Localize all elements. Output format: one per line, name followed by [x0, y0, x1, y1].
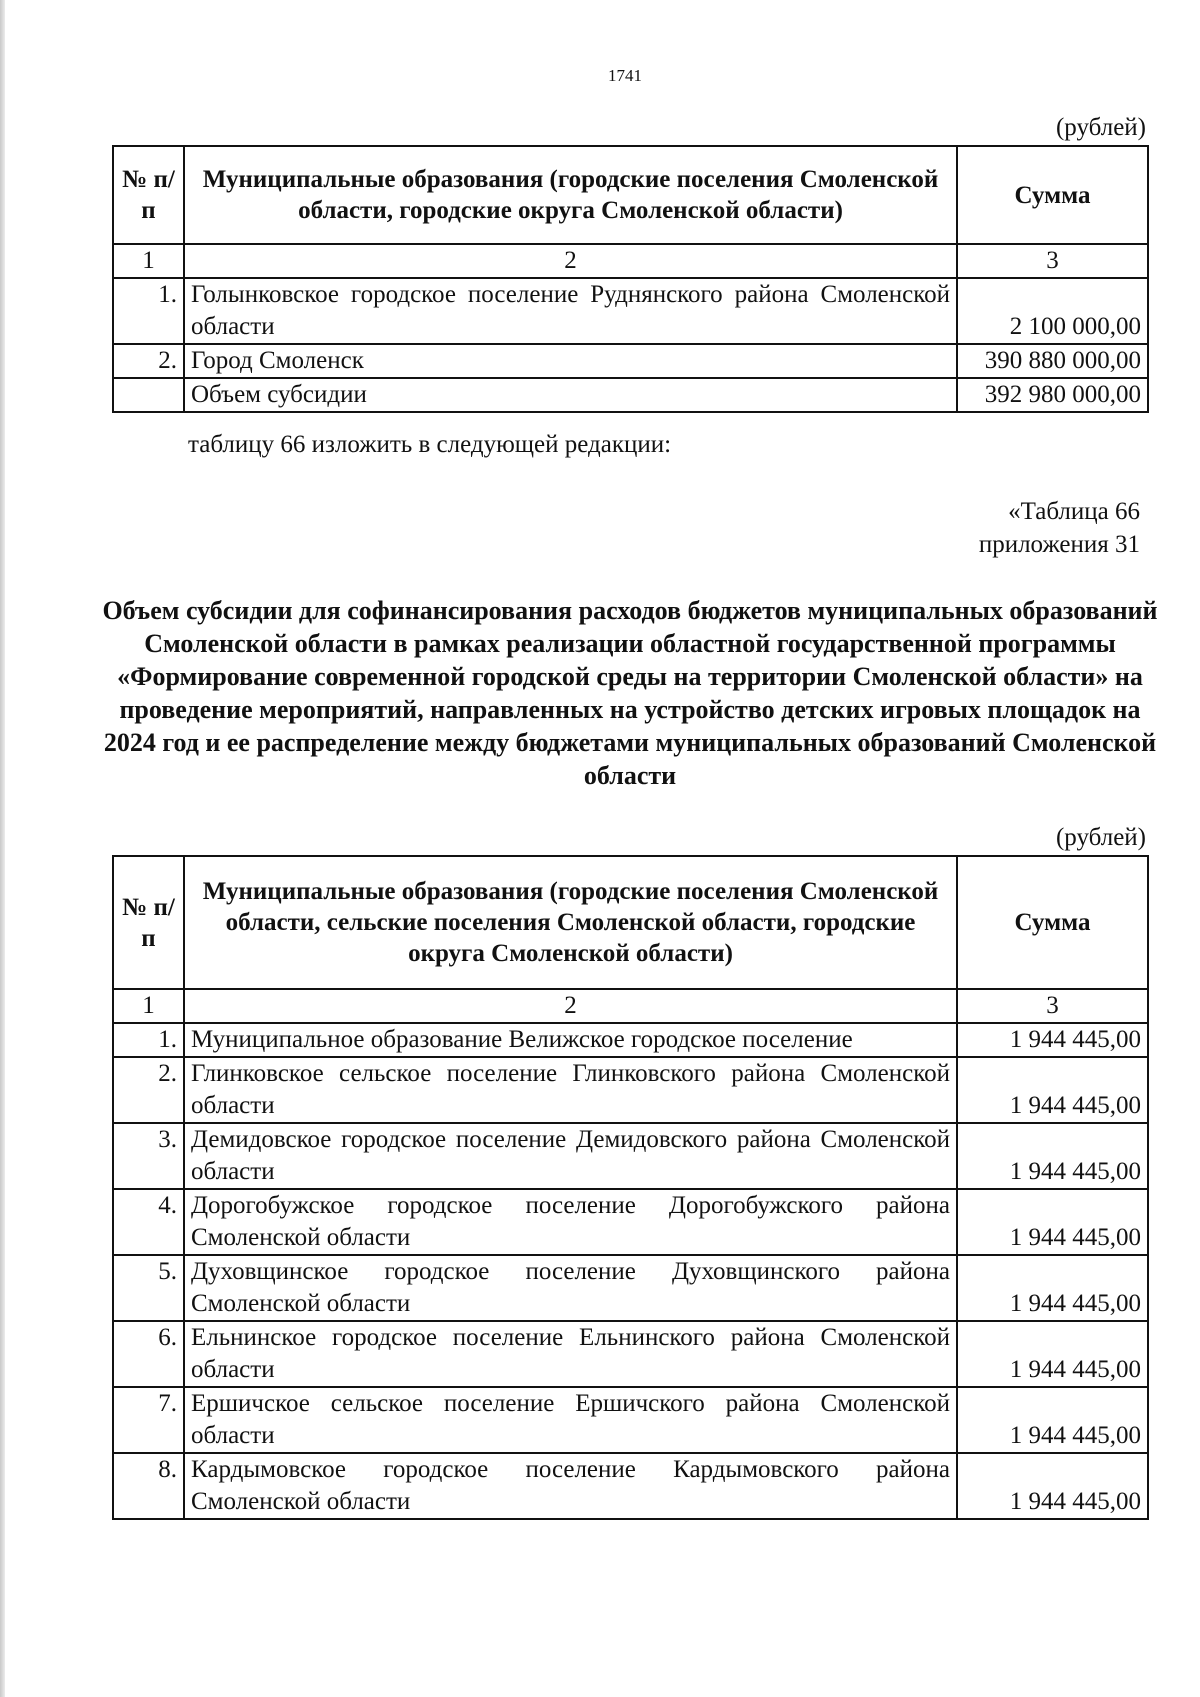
caption-line-2: приложения 31 [978, 531, 1140, 558]
row-amount: 1 944 445,00 [957, 1255, 1148, 1321]
row-name: Муниципальное образование Велижское городское поселение [184, 1023, 957, 1057]
document-heading: Объем субсидии для софинансирования расходов бюджетов муниципальных образований Смоленской области в рамках реализации областной государственной программы «Формирование современной городской среды на территории Смоленской области» на проведение мероприятий, направленных на устройство детских игровых площадок на 2024 год и ее распределение между бюджетами муниципальных образований Смоленской области [102, 596, 1158, 790]
row-amount: 1 944 445,00 [957, 1057, 1148, 1123]
table-row [113, 1255, 1148, 1321]
total-amount: 392 980 000,00 [957, 378, 1148, 412]
row-name: Дорогобужское городское поселение Дорогобужского района Смоленской области [184, 1189, 957, 1255]
row-amount: 1 944 445,00 [957, 1321, 1148, 1387]
table1-header-amount: Сумма [957, 146, 1148, 244]
table1-index-cell: 2 [184, 244, 957, 278]
table-row [113, 1453, 1148, 1519]
row-number: 4. [113, 1189, 184, 1255]
table2-index-cell: 3 [957, 989, 1148, 1023]
table-row [113, 1123, 1148, 1189]
row-name: Глинковское сельское поселение Глинковского района Смоленской области [184, 1057, 957, 1123]
table2-index-row [113, 989, 1148, 1023]
row-number: 6. [113, 1321, 184, 1387]
row-number: 3. [113, 1123, 184, 1189]
table-row [113, 1023, 1148, 1057]
row-number: 1. [113, 278, 184, 344]
table2-units: (рублей) [1055, 824, 1146, 851]
table2-index-cell: 1 [113, 989, 184, 1023]
table-row [113, 1189, 1148, 1255]
row-number: 8. [113, 1453, 184, 1519]
row-name: Ельнинское городское поселение Ельнинского района Смоленской области [184, 1321, 957, 1387]
table-caption [979, 495, 1140, 561]
row-number: 1. [113, 1023, 184, 1057]
table-row [113, 278, 1148, 344]
table1-header-num: № п/п [113, 146, 184, 244]
table-row [113, 344, 1148, 378]
row-amount: 390 880 000,00 [957, 344, 1148, 378]
table1-total-row [113, 378, 1148, 412]
table2-index-cell: 2 [184, 989, 957, 1023]
row-name: Город Смоленск [184, 344, 957, 378]
intro-text: таблицу 66 изложить в следующей редакции: [188, 431, 672, 458]
scan-edge [0, 0, 5, 1697]
table-row [113, 1387, 1148, 1453]
row-name: Голынковское городское поселение Руднянского района Смоленской области [184, 278, 957, 344]
row-amount: 1 944 445,00 [957, 1123, 1148, 1189]
table1-index-cell: 1 [113, 244, 184, 278]
table1-header-name: Муниципальные образования (городские поселения Смоленской области, городские округа Смоленской области) [184, 146, 957, 244]
row-name: Духовщинское городское поселение Духовщинского района Смоленской области [184, 1255, 957, 1321]
row-number: 2. [113, 1057, 184, 1123]
table1-header-row [113, 146, 1148, 244]
table1 [112, 145, 1149, 413]
table2-header-num: № п/п [113, 856, 184, 989]
table1-index-cell: 3 [957, 244, 1148, 278]
row-amount: 1 944 445,00 [957, 1387, 1148, 1453]
row-number: 5. [113, 1255, 184, 1321]
row-amount: 1 944 445,00 [957, 1189, 1148, 1255]
table2 [112, 855, 1149, 1520]
row-name: Кардымовское городское поселение Кардымовского района Смоленской области [184, 1453, 957, 1519]
table2-header-amount: Сумма [957, 856, 1148, 989]
row-name: Демидовское городское поселение Демидовского района Смоленской области [184, 1123, 957, 1189]
table1-units: (рублей) [1055, 114, 1146, 141]
caption-line-1: «Таблица 66 [1008, 498, 1140, 525]
row-number: 2. [113, 344, 184, 378]
page-number: 1741 [608, 66, 642, 85]
total-label: Объем субсидии [184, 378, 957, 412]
row-amount: 1 944 445,00 [957, 1453, 1148, 1519]
table-row [113, 1321, 1148, 1387]
row-amount: 2 100 000,00 [957, 278, 1148, 344]
row-number: 7. [113, 1387, 184, 1453]
table2-header-row [113, 856, 1148, 989]
row-amount: 1 944 445,00 [957, 1023, 1148, 1057]
row-name: Ершичское сельское поселение Ершичского района Смоленской области [184, 1387, 957, 1453]
row-number-empty [113, 378, 184, 412]
table2-header-name: Муниципальные образования (городские поселения Смоленской области, сельские поселения Смоленской области, городские округа Смоленской области) [184, 856, 957, 989]
table-row [113, 1057, 1148, 1123]
table1-index-row [113, 244, 1148, 278]
